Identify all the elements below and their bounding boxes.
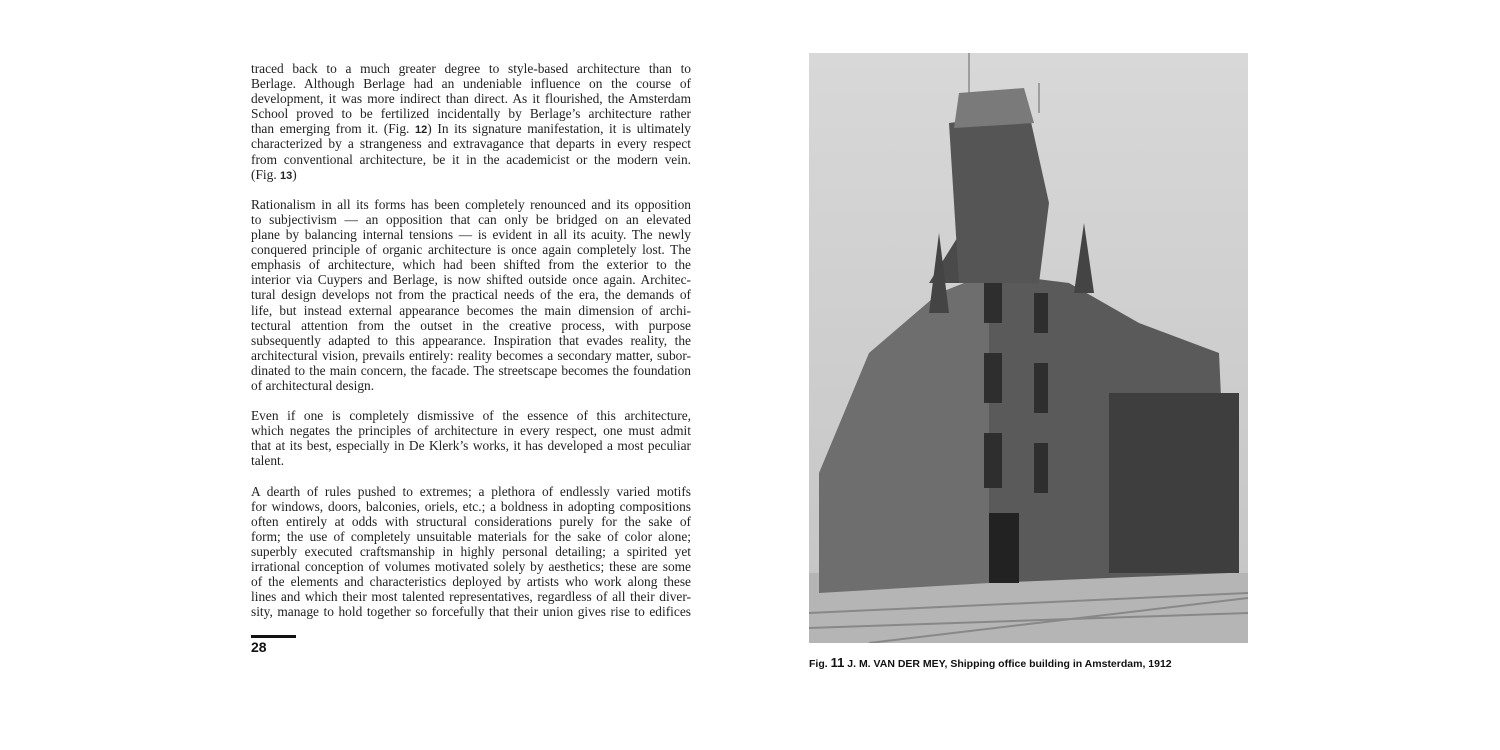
text-line: tectural attention from the outset in the creative process, with purpose bbox=[251, 317, 691, 333]
figure-number: 11 bbox=[830, 655, 845, 670]
text-segment: (Fig. bbox=[251, 166, 281, 182]
text-line: form; the use of completely unsuitable materials for the sake of color alone; bbox=[251, 528, 691, 544]
text-line: irrational conception of volumes motivated solely by aesthetics; these are some bbox=[251, 559, 691, 575]
figure-reference: 13 bbox=[280, 169, 293, 182]
text-segment: ) In its signature manifestation, it is ultimately bbox=[427, 121, 691, 137]
text-line: Rationalism in all its forms has been completely renounced and its opposition bbox=[251, 196, 691, 212]
text-line: tural design develops not from the practical needs of the era, the demands of bbox=[251, 287, 691, 303]
text-line: lines and which their most talented representatives, regardless of all their diver- bbox=[251, 589, 691, 605]
text-line: life, but instead external appearance becomes the main dimension of archi- bbox=[251, 302, 691, 318]
text-line: of architectural design. bbox=[251, 377, 375, 393]
text-line: talent. bbox=[251, 453, 285, 469]
text-line bbox=[251, 121, 691, 136]
text-line: School proved to be fertilized incidentally by Berlage’s architecture rather bbox=[251, 106, 691, 122]
text-segment: ) bbox=[292, 166, 297, 182]
text-line: often entirely at odds with structural considerations purely for the sake of bbox=[251, 513, 691, 529]
paragraph bbox=[251, 61, 691, 182]
text-line: Berlage. Although Berlage had an undeniable influence on the course of bbox=[251, 76, 691, 92]
text-line: to subjectivism — an opposition that can only be bridged on an elevated bbox=[251, 211, 691, 227]
text-line: Even if one is completely dismissive of the essence of this architecture, bbox=[251, 408, 691, 424]
paragraph bbox=[251, 484, 691, 620]
text-line: from conventional architecture, be it in the academicist or the modern vein. bbox=[251, 151, 691, 167]
text-line: traced back to a much greater degree to style-based architecture than to bbox=[251, 61, 691, 76]
text-line: interior via Cuypers and Berlage, is now shifted outside once again. Architec- bbox=[251, 272, 691, 288]
figure-caption bbox=[809, 655, 1172, 670]
text-line: of the elements and characteristics deployed by artists who work along these bbox=[251, 574, 691, 590]
text-line: for windows, doors, balconies, oriels, etc.; a boldness in adopting compositions bbox=[251, 498, 691, 514]
building-photo-image bbox=[809, 53, 1248, 643]
page-number: 28 bbox=[251, 639, 267, 655]
text-line: superbly executed craftsmanship in highly personal detailing; a spirited yet bbox=[251, 544, 691, 559]
text-line: plane by balancing internal tensions — is evident in all its acuity. The newly bbox=[251, 227, 691, 243]
figure-reference: 12 bbox=[415, 124, 428, 137]
text-line: architectural vision, prevails entirely: reality becomes a secondary matter, subor- bbox=[251, 347, 691, 363]
page-number-rule bbox=[251, 635, 296, 638]
figure-label: Fig. bbox=[809, 658, 828, 670]
figure-caption-text: J. M. VAN DER MEY, Shipping office building in Amsterdam, 1912 bbox=[847, 658, 1172, 670]
paragraph bbox=[251, 197, 691, 393]
figure-photo-shipping-office-building bbox=[809, 53, 1248, 643]
text-line: dinated to the main concern, the facade. The streetscape becomes the foundation bbox=[251, 362, 691, 378]
text-line: sity, manage to hold together so forcefully that their union gives rise to edifices bbox=[251, 604, 691, 620]
text-line: characterized by a strangeness and extravagance that departs in every respect bbox=[251, 136, 691, 152]
text-line: emphasis of architecture, which had been shifted from the exterior to the bbox=[251, 257, 691, 273]
text-line: A dearth of rules pushed to extremes; a plethora of endlessly varied motifs bbox=[251, 483, 691, 499]
text-line: development, it was more indirect than direct. As it flourished, the Amsterdam bbox=[251, 91, 691, 107]
text-line: which negates the principles of architecture in every respect, one must admit bbox=[251, 423, 691, 439]
text-line: subsequently adapted to this appearance. Inspiration that evades reality, the bbox=[251, 332, 691, 348]
text-line bbox=[251, 167, 691, 182]
paragraph bbox=[251, 408, 691, 468]
body-text bbox=[251, 61, 691, 635]
text-line: that at its best, especially in De Klerk’s works, it has developed a most peculiar bbox=[251, 438, 691, 454]
text-segment: than emerging from it. (Fig. bbox=[251, 121, 416, 137]
text-line: conquered principle of organic architecture is once again completely lost. The bbox=[251, 242, 691, 258]
